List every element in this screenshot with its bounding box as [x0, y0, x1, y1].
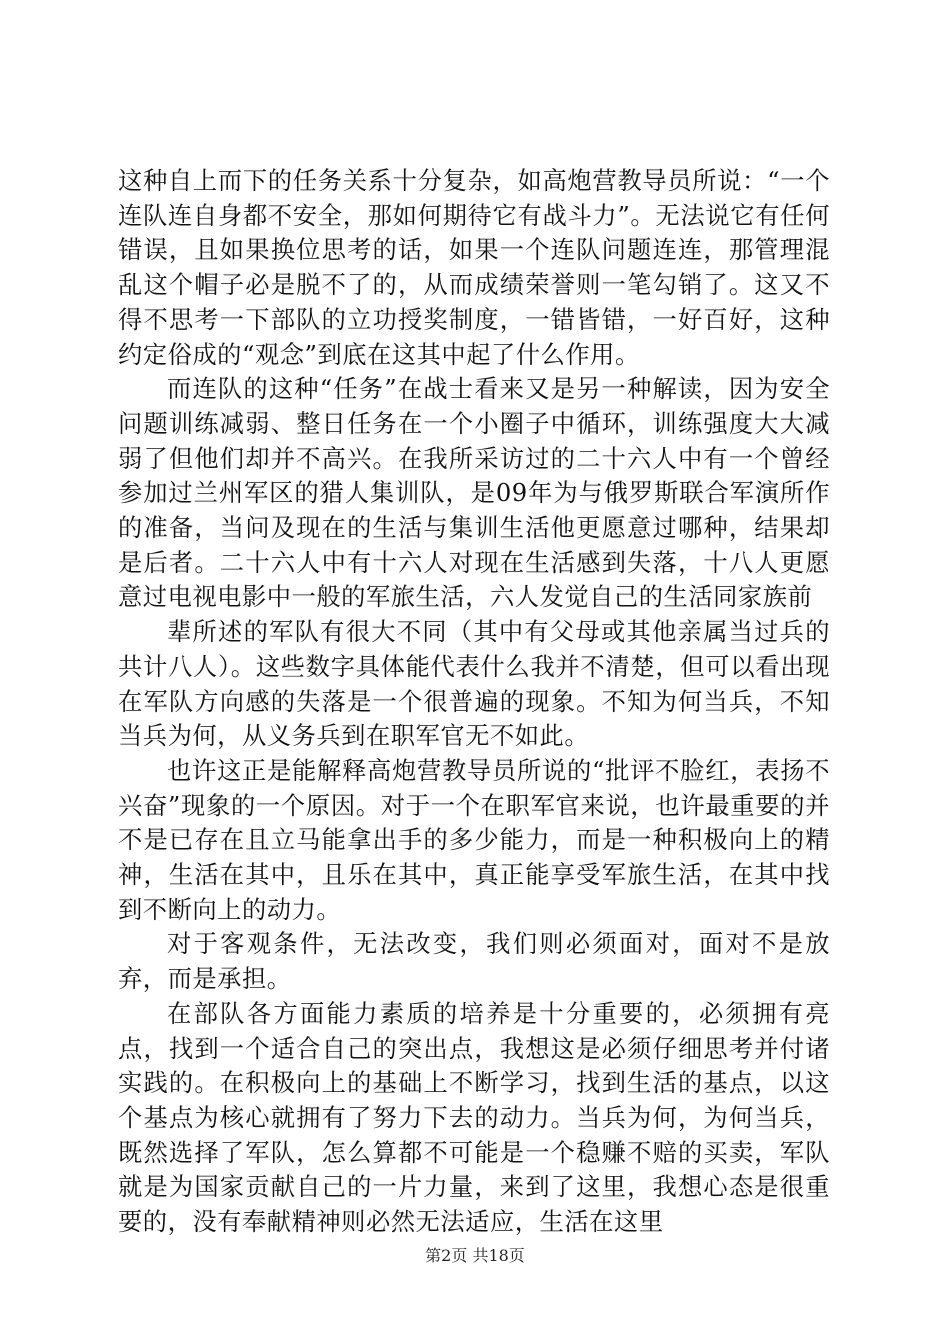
paragraph-3: 辈所述的军队有很大不同（其中有父母或其他亲属当过兵的共计八人）。这些数字具体能代表什么我并不清楚，但可以看出现在军队方向感的失落是一个很普遍的现象。不知为何当兵，不知当兵为何，从义务兵到在职军官无不如此。	[118, 617, 830, 751]
page-number-footer: 第2页 共18页	[425, 1246, 525, 1265]
paragraph-1: 这种自上而下的任务关系十分复杂，如高炮营教导员所说：“一个连队连自身都不安全，那如何期待它有战斗力”。无法说它有任何错误，且如果换位思考的话，如果一个连队问题连连，那管理混乱这个帽子必是脱不了的，从而成绩荣誉则一笔勾销了。这又不得不思考一下部队的立功授奖制度，一错皆错，一好百好，这种约定俗成的“观念”到底在这其中起了什么作用。	[118, 166, 830, 369]
paragraph-4: 也许这正是能解释高炮营教导员所说的“批评不脸红，表扬不兴奋”现象的一个原因。对于一个在职军官来说，也许最重要的并不是已存在且立马能拿出手的多少能力，而是一种积极向上的精神，生活在其中，且乐在其中，真正能享受军旅生活，在其中找到不断向上的动力。	[118, 755, 830, 924]
body-text	[118, 164, 830, 1240]
paragraph-6: 在部队各方面能力素质的培养是十分重要的，必须拥有亮点，找到一个适合自己的突出点，我想这是必须仔细思考并付诸实践的。在积极向上的基础上不断学习，找到生活的基点，以这个基点为核心就拥有了努力下去的动力。当兵为何，为何当兵，既然选择了军队，怎么算都不可能是一个稳赚不赔的买卖，军队就是为国家贡献自己的一片力量，来到了这里，我想心态是很重要的，没有奉献精神则必然无法适应，生活在这里	[118, 998, 830, 1237]
paragraph-5: 对于客观条件，无法改变，我们则必须面对，面对不是放弃，而是承担。	[118, 929, 830, 994]
paragraph-2: 而连队的这种“任务”在战士看来又是另一种解读，因为安全问题训练减弱、整日任务在一个小圈子中循环，训练强度大大减弱了但他们却并不高兴。在我所采访过的二十六人中有一个曾经参加过兰州军区的猎人集训队，是09年为与俄罗斯联合军演所作的准备，当问及现在的生活与集训生活他更愿意过哪种，结果却是后者。二十六人中有十六人对现在生活感到失落，十八人更愿意过电视电影中一般的军旅生活，六人发觉自己的生活同家族前	[118, 374, 830, 612]
